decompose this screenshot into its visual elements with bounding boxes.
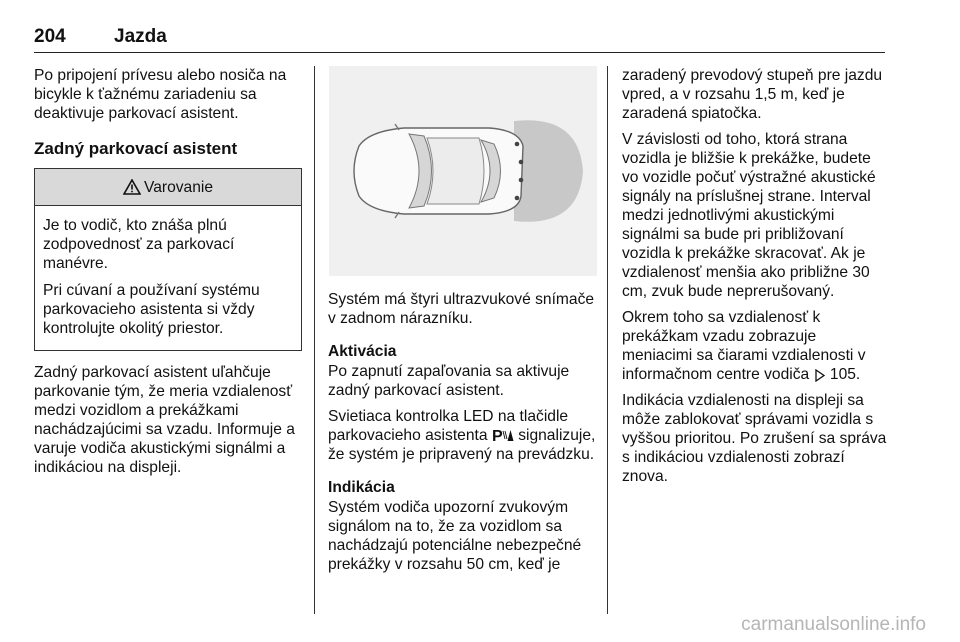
sensor-dot	[515, 142, 520, 147]
warning-title: Varovanie	[143, 178, 214, 196]
warning-body	[35, 206, 301, 350]
priority-paragraph: Indikácia vzdialenosti na displeji sa môže zablokovať správami vozidla s vyššou prioritou. Po zrušení sa správa s indikáciou vzdialenosti zobrazí znova.	[622, 392, 887, 485]
column-divider-2	[607, 66, 608, 614]
display-paragraph	[622, 308, 890, 384]
gear-paragraph: zaradený prevodový stupeň pre jazdu vpred, a v rozsahu 1,5 m, keď je zaradená spiatočka.	[622, 67, 883, 122]
section-title: Zadný parkovací asistent	[34, 139, 238, 158]
sensor-dot	[515, 196, 520, 201]
page-number: 204	[34, 26, 66, 47]
page-reference-link[interactable]: 105.	[829, 366, 861, 383]
indication-section	[328, 478, 596, 574]
car-roof	[427, 138, 484, 204]
intro-paragraph: Po pripojení prívesu alebo nosiča na bicykle k ťažnému zariadeniu sa deaktivuje parkovací asistent.	[34, 67, 287, 122]
warning-box	[34, 168, 302, 351]
figure-caption: Systém má štyri ultrazvukové snímače v zadnom nárazníku.	[328, 291, 595, 327]
svg-text:P: P	[491, 428, 503, 443]
column-divider-1	[314, 66, 315, 614]
indication-text: Systém vodiča upozorní zvukovým signálom na to, že za vozidlom sa nachádzajú potenciálne nebezpečné prekážky v rozsahu 50 cm, keď je	[328, 499, 582, 573]
watermark: carmanualsonline.info	[741, 614, 926, 635]
activation-text: Po zapnutí zapaľovania sa aktivuje zadný parkovací asistent.	[328, 363, 570, 399]
body-paragraph: Zadný parkovací asistent uľahčuje parkovanie tým, že meria vzdialenosť medzi vozidlom a prekážkami nachádzajúcimi sa vzadu. Informuje a varuje vodiča akustickými signálmi a indikáciou na displeji.	[34, 364, 295, 476]
sensor-zone	[514, 120, 583, 222]
led-text-2: signalizuje, že systém je pripravený na prevádzku.	[328, 427, 596, 463]
display-text: Okrem toho sa vzdialenosť k prekážkam vzadu zobrazuje meniacimi sa čiarami vzdialenosti v informačnom centre vodiča	[622, 309, 866, 383]
led-text-1: Svietiaca kontrolka LED na tlačidle parkovacieho asistenta	[328, 408, 569, 444]
warning-header	[35, 169, 301, 206]
warning-text-1: Je to vodič, kto znáša plnú zodpovednosť za parkovací manévre.	[43, 217, 235, 272]
column-3	[622, 66, 890, 493]
car-top-view-illustration	[329, 66, 597, 276]
indication-heading: Indikácia	[328, 479, 395, 496]
warning-triangle-icon	[123, 179, 141, 195]
chapter-title: Jazda	[114, 26, 167, 47]
parking-assist-icon	[492, 427, 514, 443]
column-2	[328, 290, 596, 581]
led-paragraph	[328, 407, 596, 464]
activation-section	[328, 342, 596, 400]
acoustic-paragraph: V závislosti od toho, ktorá strana vozidla je bližšie k prekážke, budete vo vozidle počuť výstražné akustické signály na príslušnej strane. Interval medzi jednotlivými akustickými signálmi sa bude pri približovaní vozidla k prekážke skracovať. Ak je vzdialenosť menšia ako približne 30 cm, zvuk bude neprerušovaný.	[622, 131, 876, 300]
rear-sensor-figure	[329, 66, 597, 276]
sensor-dot	[519, 160, 524, 165]
column-1	[34, 66, 302, 484]
sensor-dot	[519, 178, 524, 183]
activation-heading: Aktivácia	[328, 343, 397, 360]
warning-text-2: Pri cúvaní a používaní systému parkovacieho asistenta si vždy kontrolujte okolitý priestor.	[43, 282, 260, 337]
page-reference-icon	[814, 369, 826, 382]
page-header	[34, 20, 885, 53]
